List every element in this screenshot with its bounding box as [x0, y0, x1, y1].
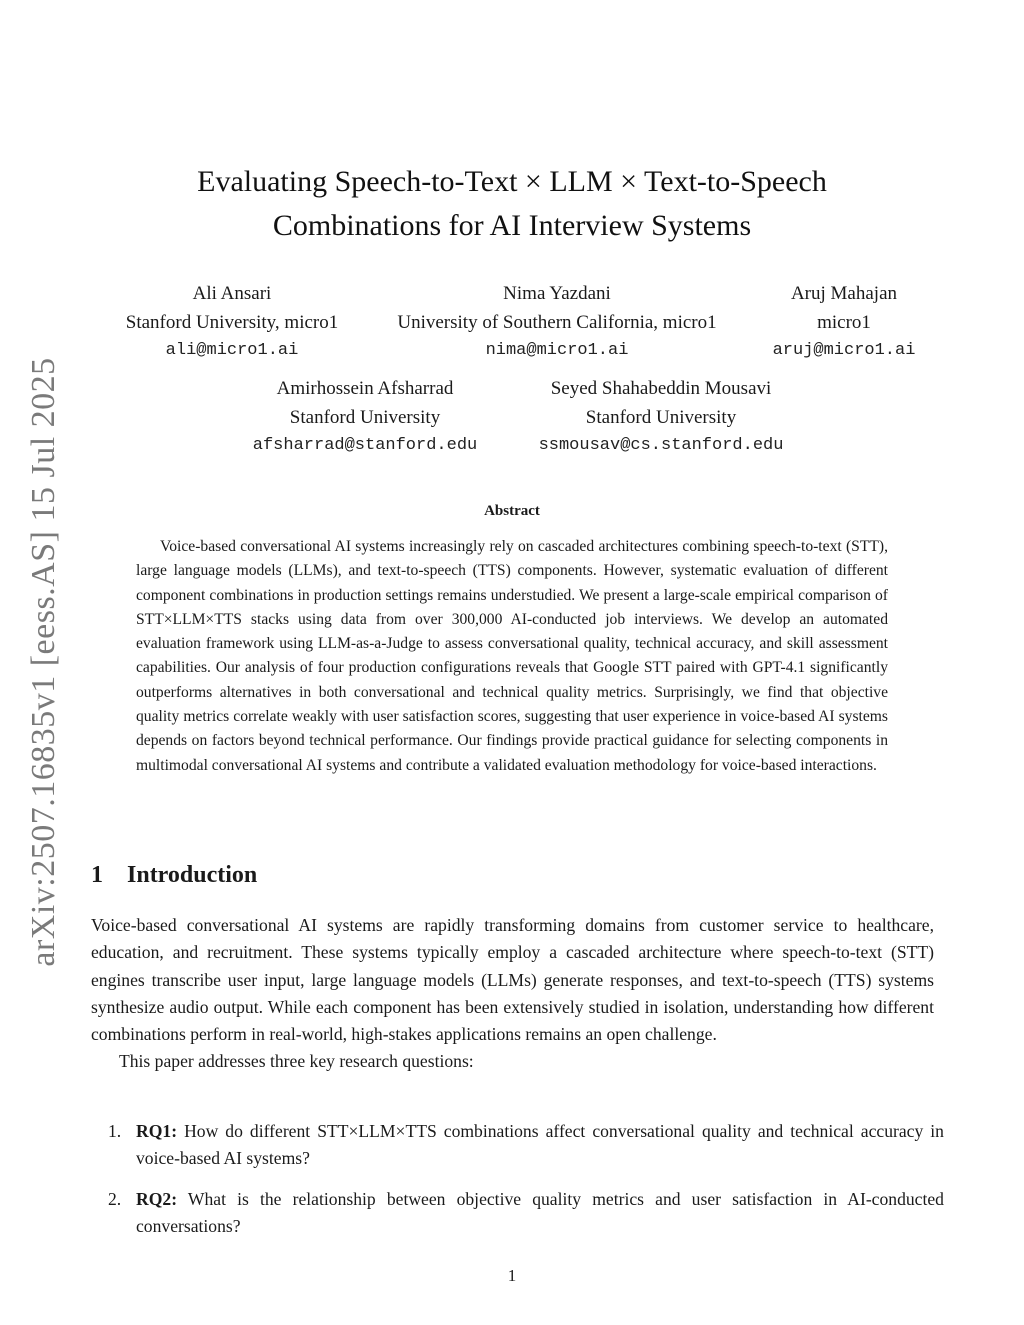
section-number: 1 [91, 862, 103, 888]
abstract-heading: Abstract [484, 503, 540, 519]
author-name: Aruj Mahajan [790, 283, 898, 304]
introduction-paragraph-1: Voice-based conversational AI systems are rapidly transforming domains from customer service to healthcare, education, and recruitment. These systems typically employ a cascaded architecture where speech-to-text (STT) engines transcribe user input, large language models (LLMs) generate responses, and text-to-speech (TTS) systems synthesize audio output. While each component has been extensively studied in isolation, understanding how different combinations perform in real-world, high-stakes applications remains an open challenge. [91, 915, 934, 1045]
page-number: 1 [507, 1266, 517, 1285]
author-block-nima-yazdani [397, 280, 716, 366]
author-affiliation: University of Southern California, micro1 [397, 311, 717, 333]
author-block-aruj-mahajan [773, 280, 916, 366]
abstract-body: Voice-based conversational AI systems increasingly rely on cascaded architectures combining speech-to-text (STT), large language models (LLMs), and text-to-speech (TTS) components. However, systematic evaluation of different component combinations in production settings remains understudied. We present a large-scale empirical comparison of STT×LLM×TTS stacks using data from over 300,000 AI-conducted job interviews. We develop an automated evaluation framework using LLM-as-a-Judge to assess conversational quality, technical accuracy, and skill assessment capabilities. Our analysis of four production configurations reveals that Google STT paired with GPT-4.1 significantly outperforms alternatives in both conversational and technical quality metrics. Surprisingly, we find that objective quality metrics correlate weakly with user satisfaction scores, suggesting that user experience in voice-based AI systems depends on factors beyond technical performance. Our findings provide practical guidance for selecting components in multimodal conversational AI systems and contribute a validated evaluation methodology for voice-based interactions. [136, 538, 888, 774]
research-question-item [91, 1118, 944, 1173]
author-name: Ali Ansari [192, 283, 272, 304]
research-question-text: What is the relationship between objective quality metrics and user satisfaction in AI-conducted conversations? [136, 1188, 944, 1236]
research-question-label: RQ1: [136, 1121, 178, 1141]
author-name: Seyed Shahabeddin Mousavi [550, 378, 772, 399]
section-title: Introduction [127, 862, 258, 888]
paper-title-line-1: Evaluating Speech-to-Text × LLM × Text-to-Speech [197, 165, 827, 198]
section-heading-introduction [91, 862, 257, 889]
research-question-text: How do different STT×LLM×TTS combinations affect conversational quality and technical accuracy in voice-based AI systems? [136, 1121, 944, 1169]
author-name: Nima Yazdani [503, 283, 611, 304]
author-affiliation: Stanford University [585, 406, 737, 428]
author-block-seyed-mousavi [539, 375, 784, 461]
author-email: ssmousav@cs.stanford.edu [538, 436, 784, 455]
author-email: ali@micro1.ai [165, 341, 299, 360]
author-affiliation: Stanford University, micro1 [125, 311, 339, 333]
arxiv-identifier-stamp: arXiv:2507.16835v1 [eess.AS] 15 Jul 2025 [25, 357, 62, 967]
paper-title-line-2: Combinations for AI Interview Systems [272, 209, 752, 242]
introduction-paragraph-2: This paper addresses three key research questions: [119, 1051, 474, 1072]
research-question-item [91, 1186, 944, 1241]
author-email: aruj@micro1.ai [772, 341, 916, 360]
author-block-amirhossein-afsharrad [253, 375, 477, 461]
author-email: afsharrad@stanford.edu [252, 436, 478, 455]
author-email: nima@micro1.ai [485, 341, 629, 360]
list-number: 1. [108, 1121, 122, 1141]
author-affiliation: micro1 [817, 311, 871, 333]
list-number: 2. [108, 1188, 122, 1209]
author-name: Amirhossein Afsharrad [276, 378, 454, 399]
introduction-body [91, 912, 934, 1076]
research-question-label: RQ2: [136, 1188, 178, 1209]
research-questions-list [91, 1118, 944, 1253]
author-affiliation: Stanford University [289, 406, 441, 428]
author-block-ali-ansari [126, 280, 338, 366]
paper-title [0, 160, 1024, 248]
